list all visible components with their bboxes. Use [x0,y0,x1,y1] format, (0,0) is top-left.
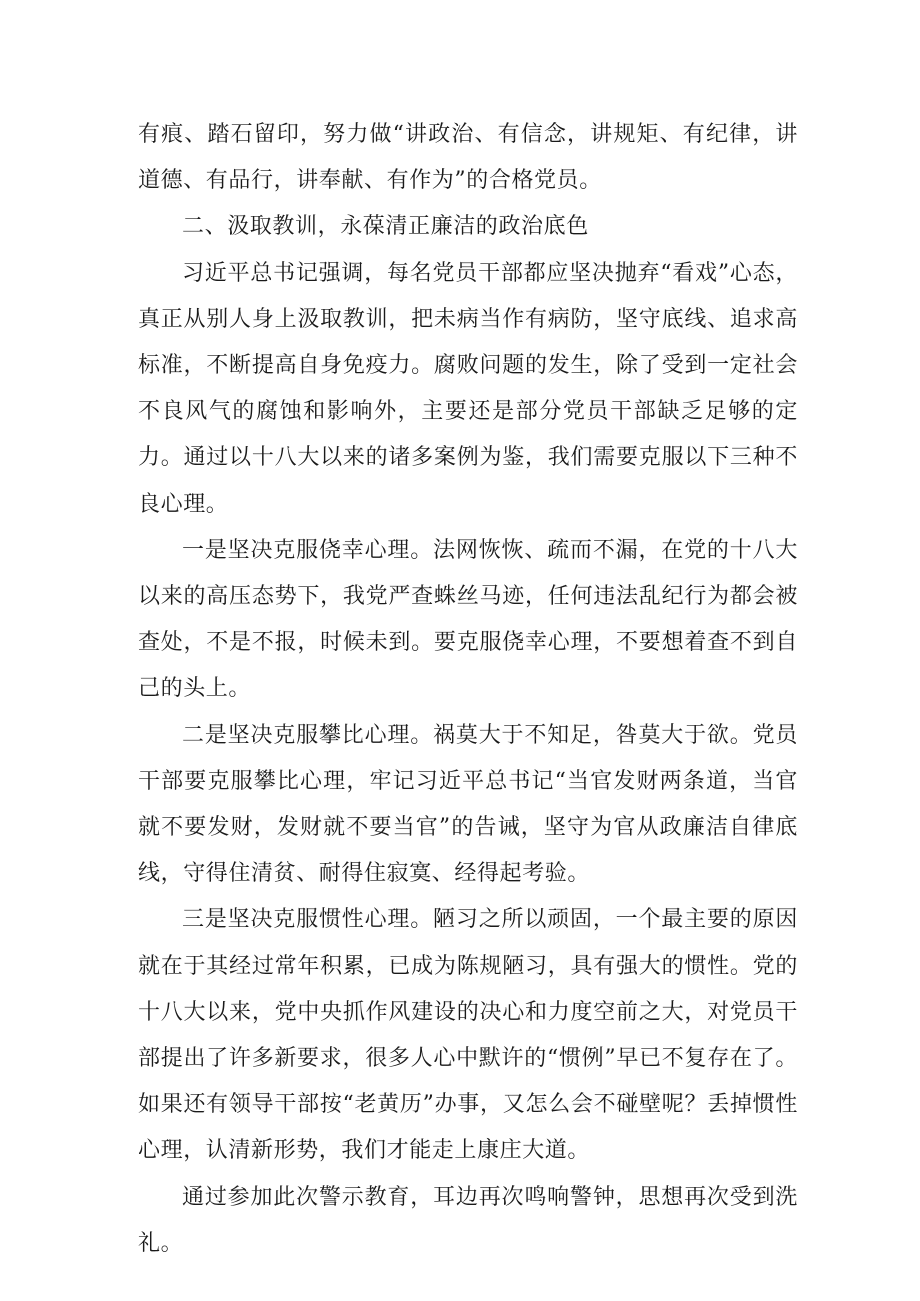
paragraph-closing: 通过参加此次警示教育，耳边再次鸣响警钟，思想再次受到洗礼。 [138,1184,798,1256]
paragraph-section-intro: 习近平总书记强调，每名党员干部都应坚决抛弃“看戏”心态，真正从别人身上汲取教训，把未病当作有病防，坚守底线、追求高标准，不断提高自身免疫力。腐败问题的发生，除了受到一定社会不良风气的腐蚀和影响外，主要还是部分党员干部缺乏足够的定力。通过以十八大以来的诸多案例为鉴，我们需要克服以下三种不良心理。 [138,260,798,517]
paragraph-intro-continued: 有痕、踏石留印，努力做“讲政治、有信念，讲规矩、有纪律，讲道德、有品行，讲奉献、有作为”的合格党员。 [138,122,798,194]
paragraph-point-two: 二是坚决克服攀比心理。祸莫大于不知足，咎莫大于欲。党员干部要克服攀比心理，牢记习近平总书记“当官发财两条道，当官就不要发财，发财就不要当官”的告诫，坚守为官从政廉洁自律底线，守得住清贫、耐得住寂寞、经得起考验。 [138,722,798,887]
paragraph-point-three: 三是坚决克服惯性心理。陋习之所以顽固，一个最主要的原因就在于其经过常年积累，已成为陈规陋习，具有强大的惯性。党的十八大以来，党中央抓作风建设的决心和力度空前之大，对党员干部提出了许多新要求，很多人心中默许的“惯例”早已不复存在了。如果还有领导干部按“老黄历”办事，又怎么会不碰壁呢？丢掉惯性心理，认清新形势，我们才能走上康庄大道。 [138,907,798,1164]
section-heading: 二、汲取教训，永葆清正廉洁的政治底色 [182,214,589,240]
paragraph-point-one: 一是坚决克服侥幸心理。法网恢恢、疏而不漏，在党的十八大以来的高压态势下，我党严查蛛丝马迹，任何违法乱纪行为都会被查处，不是不报，时候未到。要克服侥幸心理，不要想着查不到自己的头上。 [138,537,798,702]
document-body [138,112,798,1267]
